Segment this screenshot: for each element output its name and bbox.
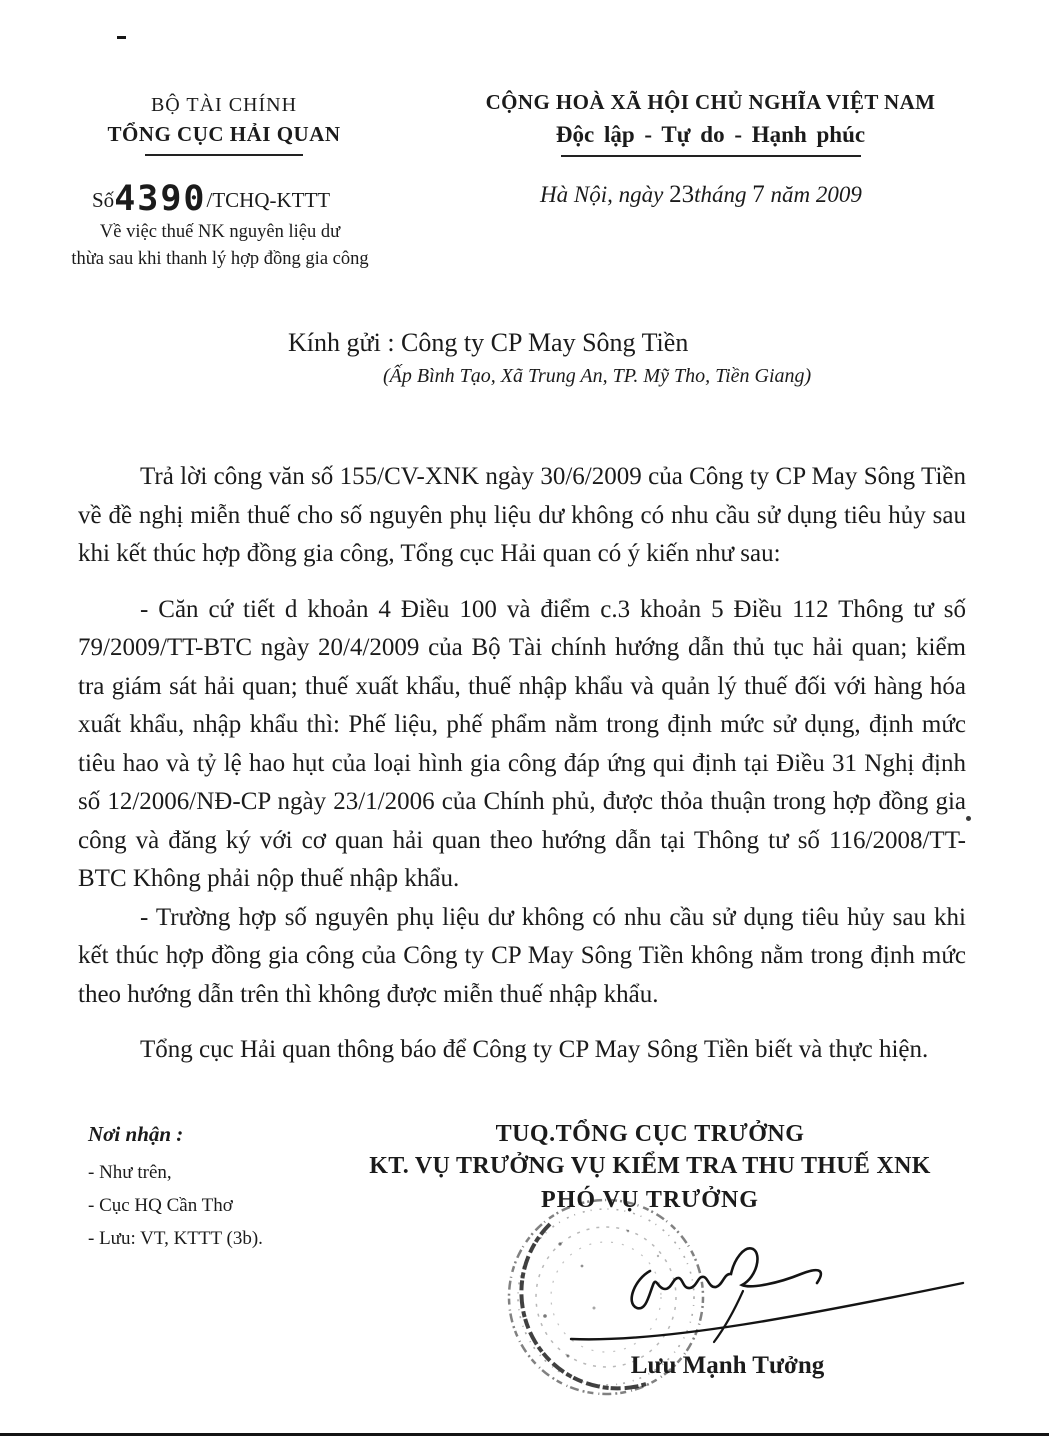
dateline-place: Hà Nội, ngày: [540, 182, 664, 207]
handwritten-signature-icon: [553, 1213, 973, 1365]
body-paragraph-4: Tổng cục Hải quan thông báo để Công ty CP May Sông Tiền biết và thực hiện.: [140, 1036, 929, 1063]
distribution-title: Nơi nhận :: [88, 1122, 184, 1146]
doc-number-prefix: Số: [92, 188, 115, 212]
doc-number-suffix: /TCHQ-KTTT: [206, 188, 331, 212]
letterhead-national: [438, 90, 983, 157]
body-paragraph-3: - Trường hợp số nguyên phụ liệu dư không có nhu cầu sử dụng tiêu hủy sau khi kết thúc hợp đồng gia công của Công ty CP May Sông Tiền không nằm trong định mức theo hướng dẫn trên thì không được miễn thuế nhập khẩu.: [78, 903, 966, 1008]
recipient-address: (Ấp Bình Tạo, Xã Trung An, TP. Mỹ Tho, Tiền Giang): [383, 365, 812, 387]
doc-subject: [55, 219, 385, 273]
dateline-month: 7: [752, 181, 765, 208]
body-paragraph-1: Trả lời công văn số 155/CV-XNK ngày 30/6/2009 của Công ty CP May Sông Tiền về đề nghị miễn thuế cho số nguyên phụ liệu dư không có nhu cầu sử dụng tiêu hủy sau khi kết thúc hợp đồng gia công, Tổng cục Hải quan có ý kiến như sau:: [78, 463, 966, 567]
distribution-item-2: - Cục HQ Cần Thơ: [88, 1195, 233, 1216]
signing-authority-line-2: KT. VỤ TRƯỞNG VỤ KIỂM TRA THU THUẾ XNK: [369, 1153, 931, 1179]
dateline-day: 23: [669, 181, 695, 208]
dateline: [540, 181, 950, 209]
signing-authority-line-3: PHÓ VỤ TRƯỞNG: [541, 1187, 759, 1213]
national-motto: Độc lập - Tự do - Hạnh phúc: [555, 122, 866, 147]
national-title: CỘNG HOÀ XÃ HỘI CHỦ NGHĨA VIỆT NAM: [485, 90, 936, 114]
issuer-underline: [145, 154, 303, 156]
distribution-item-3: - Lưu: VT, KTTT (3b).: [88, 1228, 263, 1249]
ministry-name: BỘ TÀI CHÍNH: [150, 94, 298, 116]
subject-line-2: thừa sau khi thanh lý hợp đồng gia công: [71, 249, 369, 269]
doc-number-line: [92, 176, 432, 219]
motto-underline: [561, 155, 861, 157]
doc-number-stamped: 4390: [114, 179, 207, 219]
signer-name: Lưu Mạnh Tưởng: [630, 1352, 825, 1379]
department-name: TỔNG CỤC HẢI QUAN: [107, 122, 341, 146]
scan-artifact-dash: [117, 36, 126, 39]
body-paragraph-2: - Căn cứ tiết d khoản 4 Điều 100 và điểm c.3 khoản 5 Điều 112 Thông tư số 79/2009/TT-BTC ngày 20/4/2009 của Bộ Tài chính hướng dẫn thủ tục hải quan; kiểm tra giám sát hải quan; thuế xuất khẩu, thuế nhập khẩu và quản lý thuế đối với hàng hóa xuất khẩu, nhập khẩu thì: Phế liệu, phế phẩm nằm trong định mức sử dụng, định mức tiêu hao và tỷ lệ hao hụt của loại hình gia công đáp ứng qui định tại Điều 31 Nghị định số 12/2006/NĐ-CP ngày 23/1/2006 của Chính phủ, được thỏa thuận trong hợp đồng gia công và đăng ký với cơ quan hải quan theo hướng dẫn tại Thông tư số 116/2008/TT-BTC Không phải nộp thuế nhập khẩu.: [78, 595, 966, 892]
letter-body: [78, 458, 966, 1070]
distribution-item-1: - Như trên,: [88, 1162, 172, 1183]
page-bottom-rule: [0, 1433, 1049, 1436]
dateline-year: năm 2009: [770, 182, 862, 207]
scan-artifact-dot: [966, 816, 971, 821]
dateline-month-word: tháng: [694, 182, 747, 207]
letterhead-issuer: [58, 94, 390, 156]
subject-line-1: Về việc thuế NK nguyên liệu dư: [99, 222, 341, 242]
recipient-salutation: Kính gửi : Công ty CP May Sông Tiền: [288, 328, 689, 357]
signing-authority-line-1: TUQ.TỔNG CỤC TRƯỞNG: [495, 1121, 805, 1147]
